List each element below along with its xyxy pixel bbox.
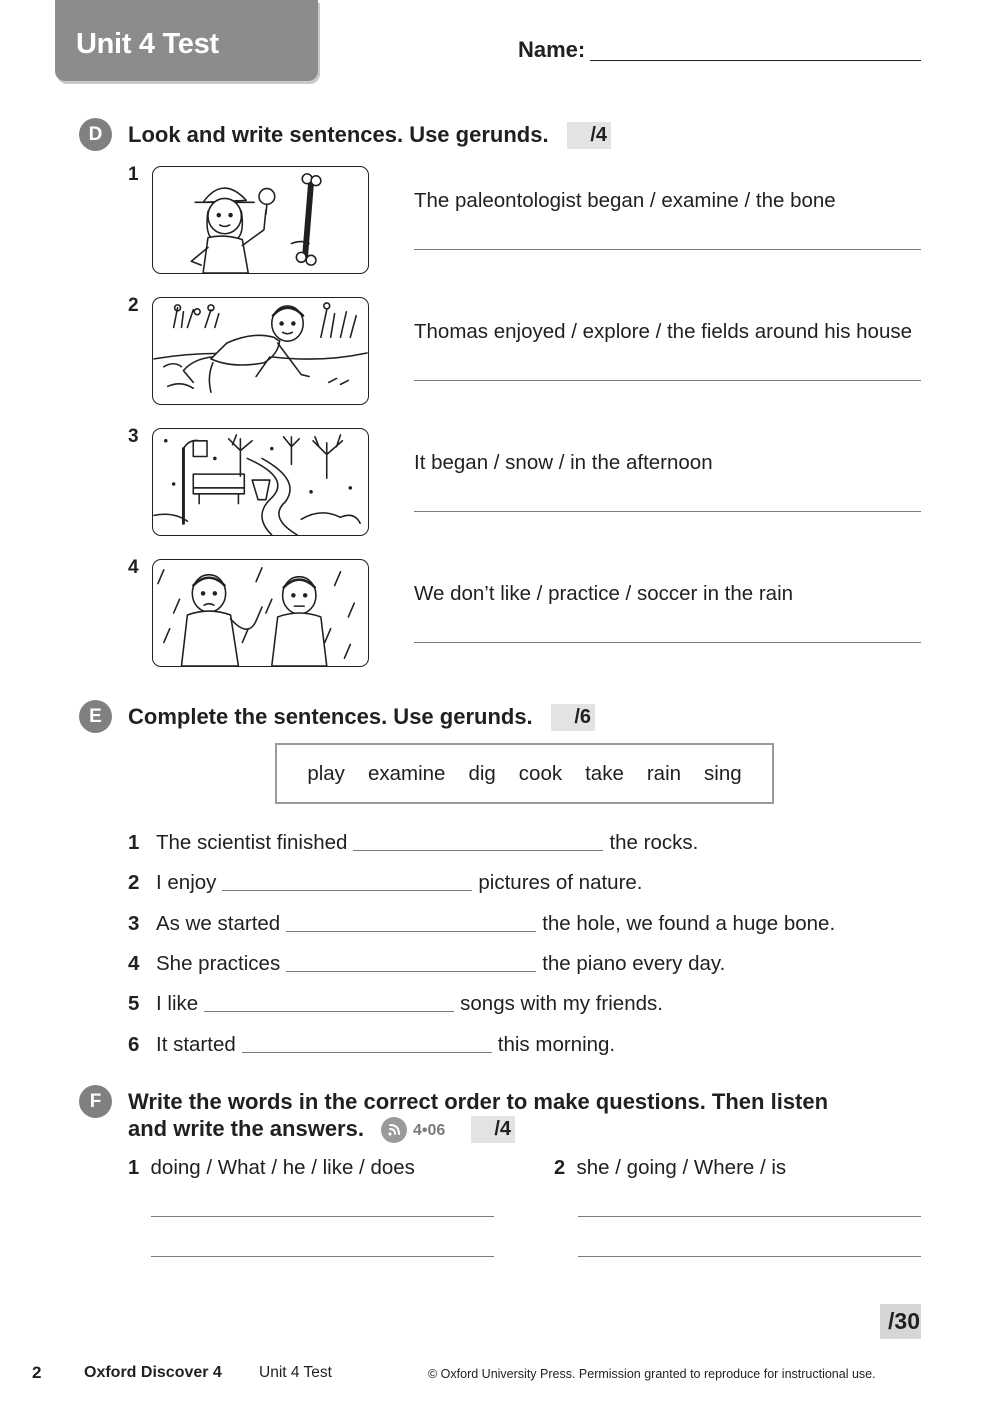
- question-words: she / going / Where / is: [576, 1156, 787, 1179]
- sentence-number: 4: [128, 952, 140, 975]
- park-snow-picture: [152, 428, 369, 536]
- section-f-heading-line1: Write the words in the correct order to make questions. Then listen: [128, 1089, 829, 1114]
- name-label: Name:: [518, 37, 586, 62]
- gap-blank[interactable]: [353, 849, 603, 851]
- d-item-prompt: We don’t like / practice / soccer in the rain: [414, 582, 794, 605]
- sentence-end: the hole, we found a huge bone.: [542, 912, 836, 935]
- d-item-prompt: Thomas enjoyed / explore / the fields around his house: [414, 320, 912, 343]
- gap-blank[interactable]: [286, 930, 536, 932]
- sentence-end: the rocks.: [609, 831, 699, 854]
- question-answer-line[interactable]: [151, 1216, 494, 1217]
- sentence-start: It started: [156, 1033, 236, 1056]
- sentence-row: [128, 1033, 615, 1057]
- section-e-score: /6: [551, 704, 595, 731]
- paleontologist-picture: [152, 166, 369, 274]
- d-item-prompt: It began / snow / in the afternoon: [414, 451, 713, 474]
- word-bank: [275, 743, 774, 804]
- audio-track-icon[interactable]: [381, 1117, 407, 1143]
- audio-track-number: 4•06: [413, 1122, 446, 1139]
- page-number: 2: [32, 1363, 42, 1382]
- name-input-line[interactable]: [590, 60, 921, 61]
- d-answer-line[interactable]: [414, 511, 921, 512]
- sentence-row: [128, 992, 663, 1016]
- question-number: 2: [554, 1157, 566, 1179]
- total-score: /30: [880, 1304, 921, 1339]
- sentence-end: songs with my friends.: [460, 992, 663, 1015]
- sentence-start: As we started: [156, 912, 281, 935]
- sentence-end: this morning.: [497, 1033, 616, 1056]
- sentence-start: The scientist finished: [156, 831, 348, 854]
- sentence-number: 1: [128, 831, 140, 854]
- d-item-prompt: The paleontologist began / examine / the bone: [414, 189, 836, 212]
- answer-line[interactable]: [578, 1256, 921, 1257]
- word-bank-item: sing: [704, 761, 742, 785]
- sentence-number: 6: [128, 1033, 140, 1056]
- question-item: [554, 1156, 786, 1180]
- boys-rain-picture: [152, 559, 369, 667]
- word-bank-item: cook: [518, 761, 563, 785]
- d-answer-line[interactable]: [414, 642, 921, 643]
- sentence-start: She practices: [156, 952, 281, 975]
- section-f-badge: F: [79, 1085, 112, 1118]
- gap-blank[interactable]: [222, 889, 472, 891]
- sentence-number: 2: [128, 871, 140, 894]
- section-f-score: /4: [471, 1116, 515, 1143]
- sentence-end: the piano every day.: [542, 952, 726, 975]
- page-title: Unit 4 Test: [76, 28, 219, 60]
- sentence-start: I enjoy: [156, 871, 217, 894]
- sentence-row: [128, 831, 698, 855]
- d-answer-line[interactable]: [414, 380, 921, 381]
- word-bank-item: dig: [468, 761, 496, 785]
- sentence-row: [128, 871, 643, 895]
- question-number: 1: [128, 1157, 140, 1179]
- brand-name: Oxford Discover 4: [84, 1364, 222, 1381]
- sentence-start: I like: [156, 992, 199, 1015]
- d-item-number: 1: [128, 164, 139, 185]
- section-d-heading: Look and write sentences. Use gerunds.: [128, 122, 549, 147]
- sentence-row: [128, 912, 835, 936]
- question-words: doing / What / he / like / does: [150, 1156, 415, 1179]
- section-e-badge: E: [79, 700, 112, 733]
- section-f-heading-line2: and write the answers.: [128, 1116, 364, 1141]
- word-bank-item: rain: [646, 761, 682, 785]
- word-bank-item: play: [307, 761, 345, 785]
- copyright: © Oxford University Press. Permission granted to reproduce for instructional use.: [428, 1367, 876, 1381]
- word-bank-item: take: [585, 761, 624, 785]
- d-item-number: 2: [128, 295, 139, 316]
- d-item-number: 4: [128, 557, 139, 578]
- answer-line[interactable]: [151, 1256, 494, 1257]
- sentence-number: 3: [128, 912, 140, 935]
- boy-exploring-picture: [152, 297, 369, 405]
- section-d-score: /4: [567, 122, 611, 149]
- sentence-number: 5: [128, 992, 140, 1015]
- word-bank-item: examine: [367, 761, 446, 785]
- section-e-heading: Complete the sentences. Use gerunds.: [128, 704, 533, 729]
- sentence-end: pictures of nature.: [478, 871, 643, 894]
- gap-blank[interactable]: [204, 1010, 454, 1012]
- gap-blank[interactable]: [286, 970, 536, 972]
- question-item: [128, 1156, 415, 1180]
- footer-unit: Unit 4 Test: [259, 1364, 332, 1381]
- gap-blank[interactable]: [242, 1051, 492, 1053]
- d-answer-line[interactable]: [414, 249, 921, 250]
- section-d-badge: D: [79, 118, 112, 151]
- d-item-number: 3: [128, 426, 139, 447]
- question-answer-line[interactable]: [578, 1216, 921, 1217]
- sentence-row: [128, 952, 725, 976]
